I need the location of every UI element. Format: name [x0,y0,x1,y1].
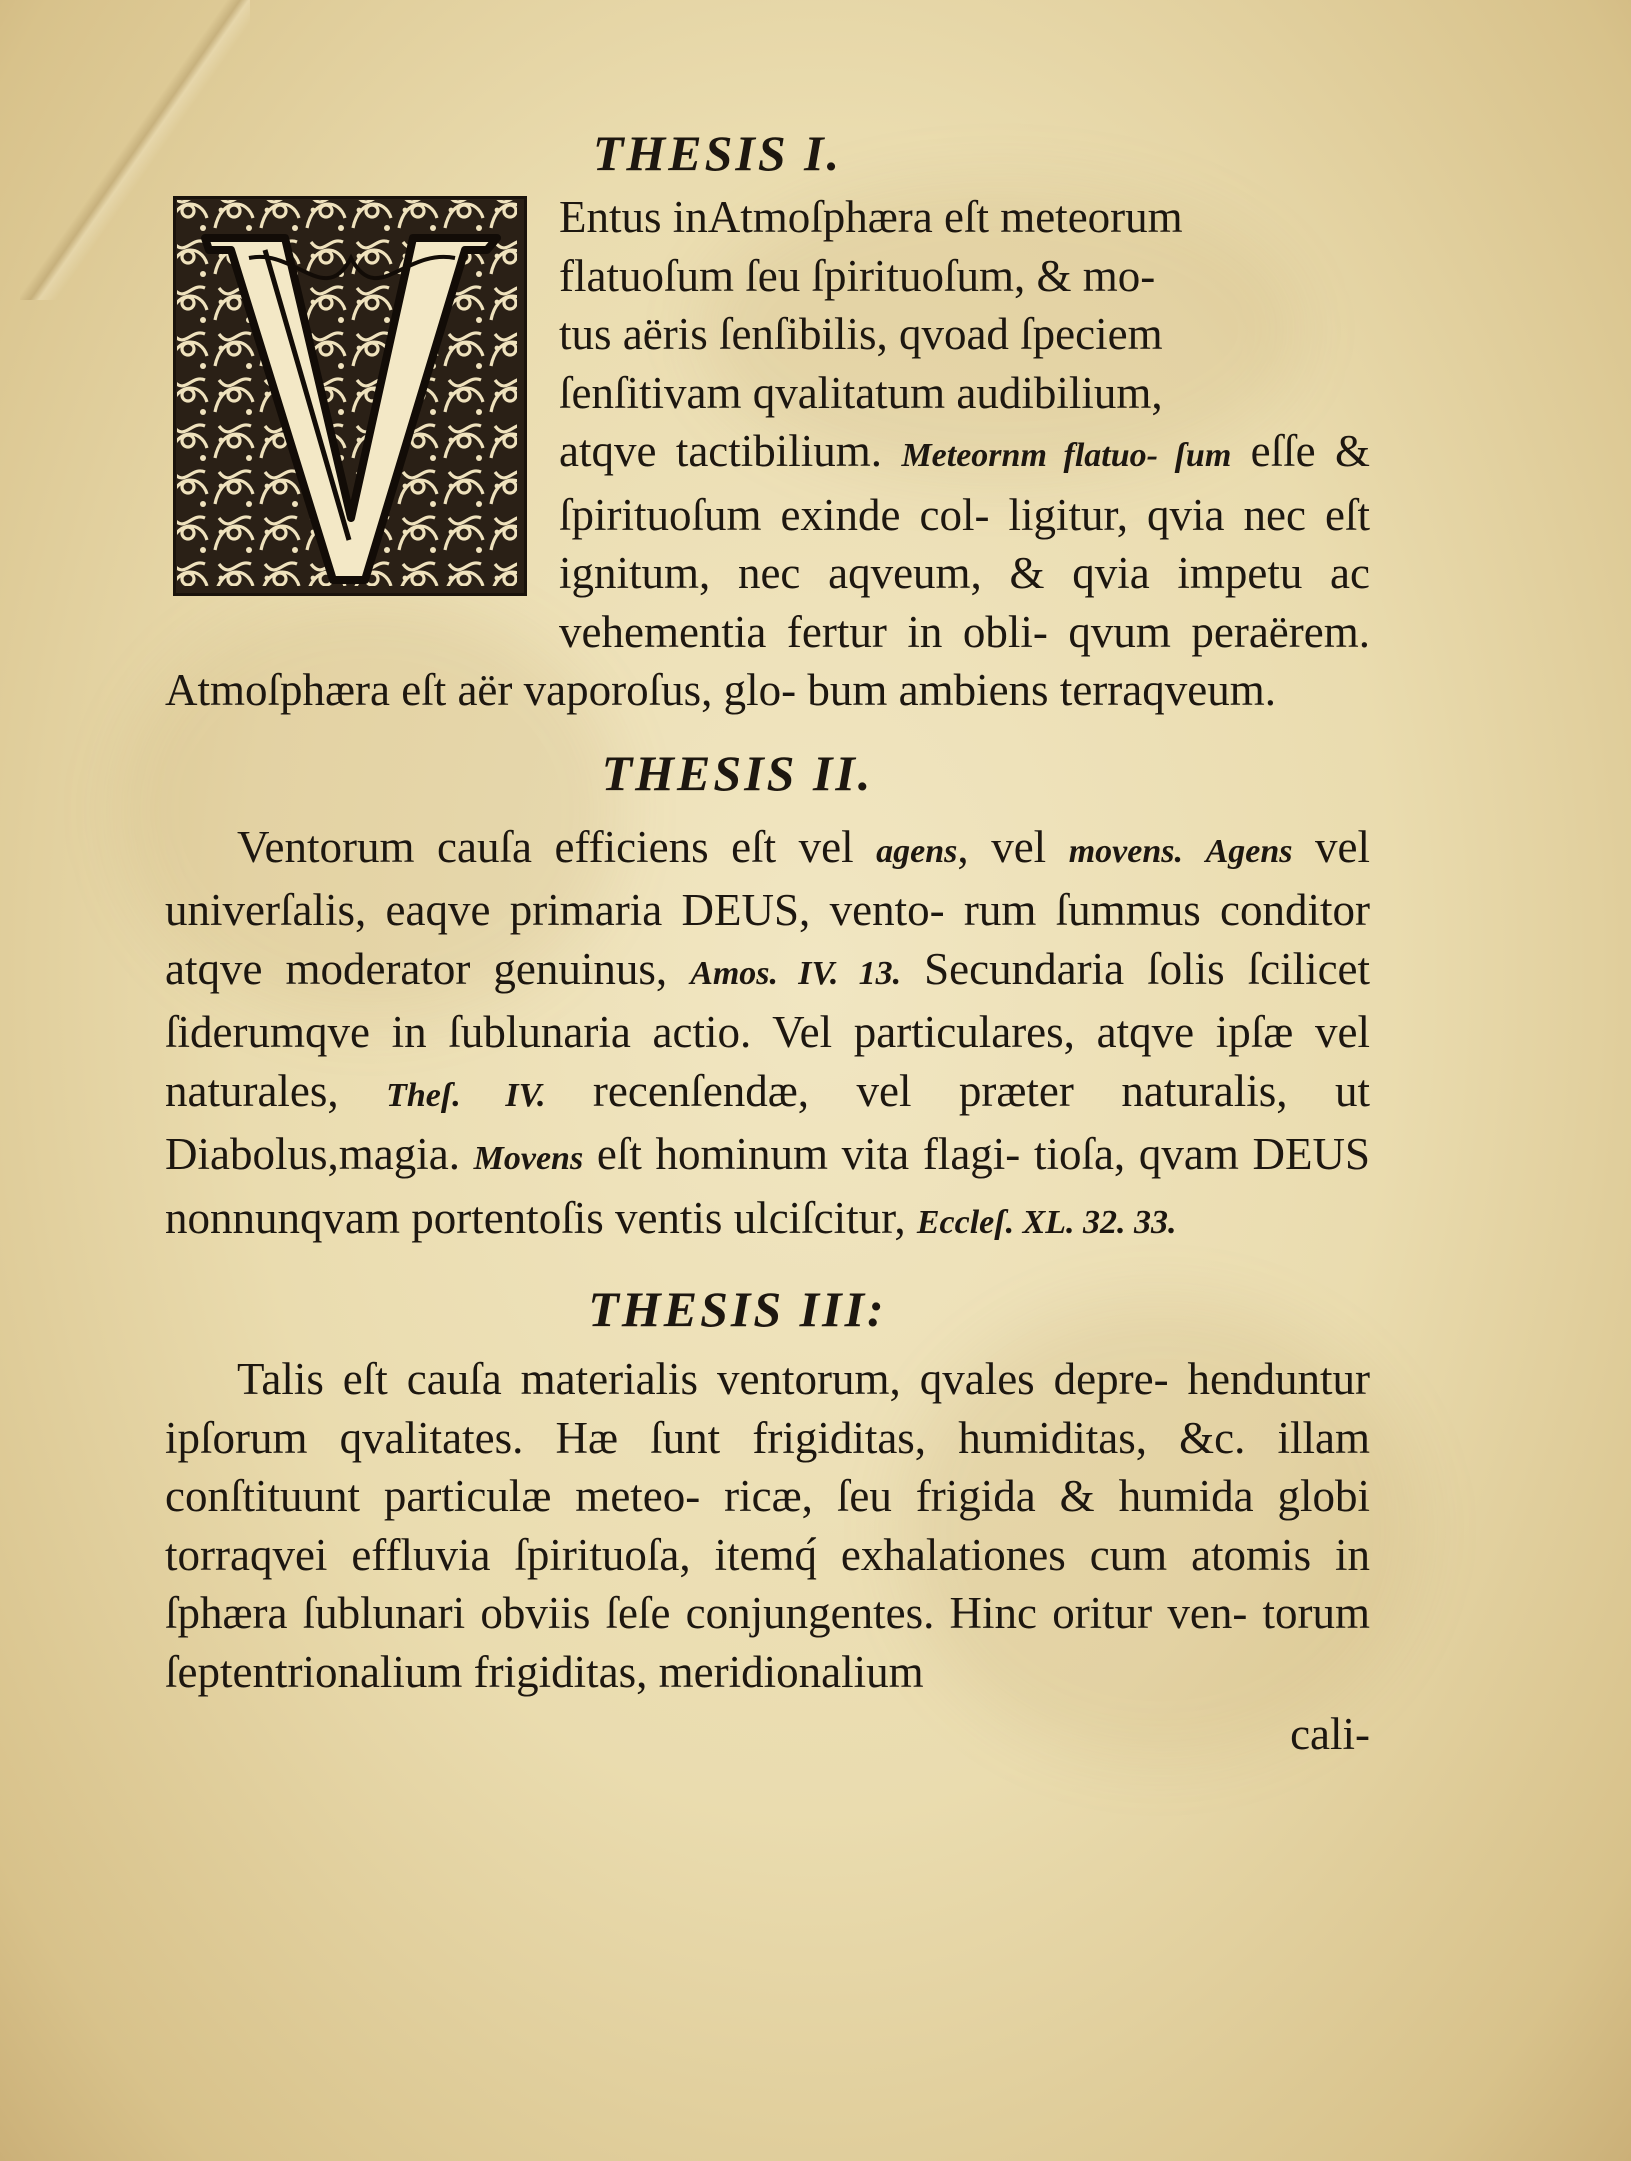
thesis-2-italic: agens [876,832,958,870]
thesis-3-text: Talis eſt cauſa materialis ventorum, qvales depre- henduntur ipſorum qvalitates. Hæ ſunt frigiditas, humiditas, &c. illam conſtituunt particulæ meteo- ricæ, ſeu frigida & humida globi torraqvei effluvia ſpirituoſa, itemq́ exhalationes cum atomis in ſphæra ſublunari obviis ſeſe conjungentes. Hinc oritur ven- torum ſeptentrionalium frigiditas, meridionalium [165,1354,1370,1697]
thesis-1-line: ſenſitivam qvalitatum audibilium, [559,367,1163,418]
thesis-3-heading: THESIS III: [588,1281,887,1337]
thesis-2-italic: Movens [473,1140,584,1177]
thesis-2-italic: movens. [1068,832,1184,870]
thesis-1-text: eſſe & ſpirituoſum exinde col- ligitur, qvia nec eſt ignitum, nec aqveum, & qvia impetu ac vehementia fertur in obli- qvum peraërem. Atmoſphæra eſt aër vaporoſus, glo- bum ambiens terraqveum. [165,426,1371,715]
thesis-2-italic: Agens [1205,832,1293,870]
thesis-1-italic: Meteornm flatuo- ſum [901,437,1232,474]
thesis-2-text: recenſendæ, vel præter naturalis, ut Diabolus,magia. [165,1065,1370,1179]
thesis-3-body [165,1350,1370,1701]
thesis-2-body [165,818,1370,1253]
thesis-1-line: Entus inAtmoſphæra eſt meteorum [559,192,1183,242]
thesis-2-heading: THESIS II. [601,744,874,801]
thesis-2-text: vel univerſalis, eaqve primaria DEUS, vento- rum ſummus conditor atqve moderator genuinus, [165,821,1371,994]
ornamental-dropcap [165,188,537,608]
thesis-2-citation: Eccleſ. XL. 32. 33. [916,1203,1177,1241]
thesis-2-text: eſt hominum vita flagi- tioſa, qvam DEUS nonnunqvam portentoſis ventis ulciſcitur, [165,1129,1370,1243]
thesis-2-citation: Amos. IV. 13. [690,954,902,992]
thesis-1-line: flatuoſum ſeu ſpirituoſum, & mo- [559,250,1156,301]
thesis-2-text: Secundaria ſolis ſcilicet ſiderumqve in ſublunaria actio. Vel particulares, atqve ipſæ vel naturales, [165,943,1371,1116]
text-column [165,118,1370,1763]
thesis-2-citation: Theſ. IV. [386,1076,546,1114]
thesis-2-text: , vel [957,821,1047,872]
catchword: cali- [1290,1709,1370,1759]
thesis-1-line: atqve tactibilium. [559,426,883,476]
dropcap-ornament-icon [165,188,537,608]
thesis-1-heading: THESIS I. [592,125,843,181]
thesis-2-text: Ventorum cauſa efficiens eſt vel [237,821,854,872]
thesis-1-line: tus aëris ſenſibilis, qvoad ſpeciem [559,309,1163,359]
thesis-1-body [165,188,1370,720]
